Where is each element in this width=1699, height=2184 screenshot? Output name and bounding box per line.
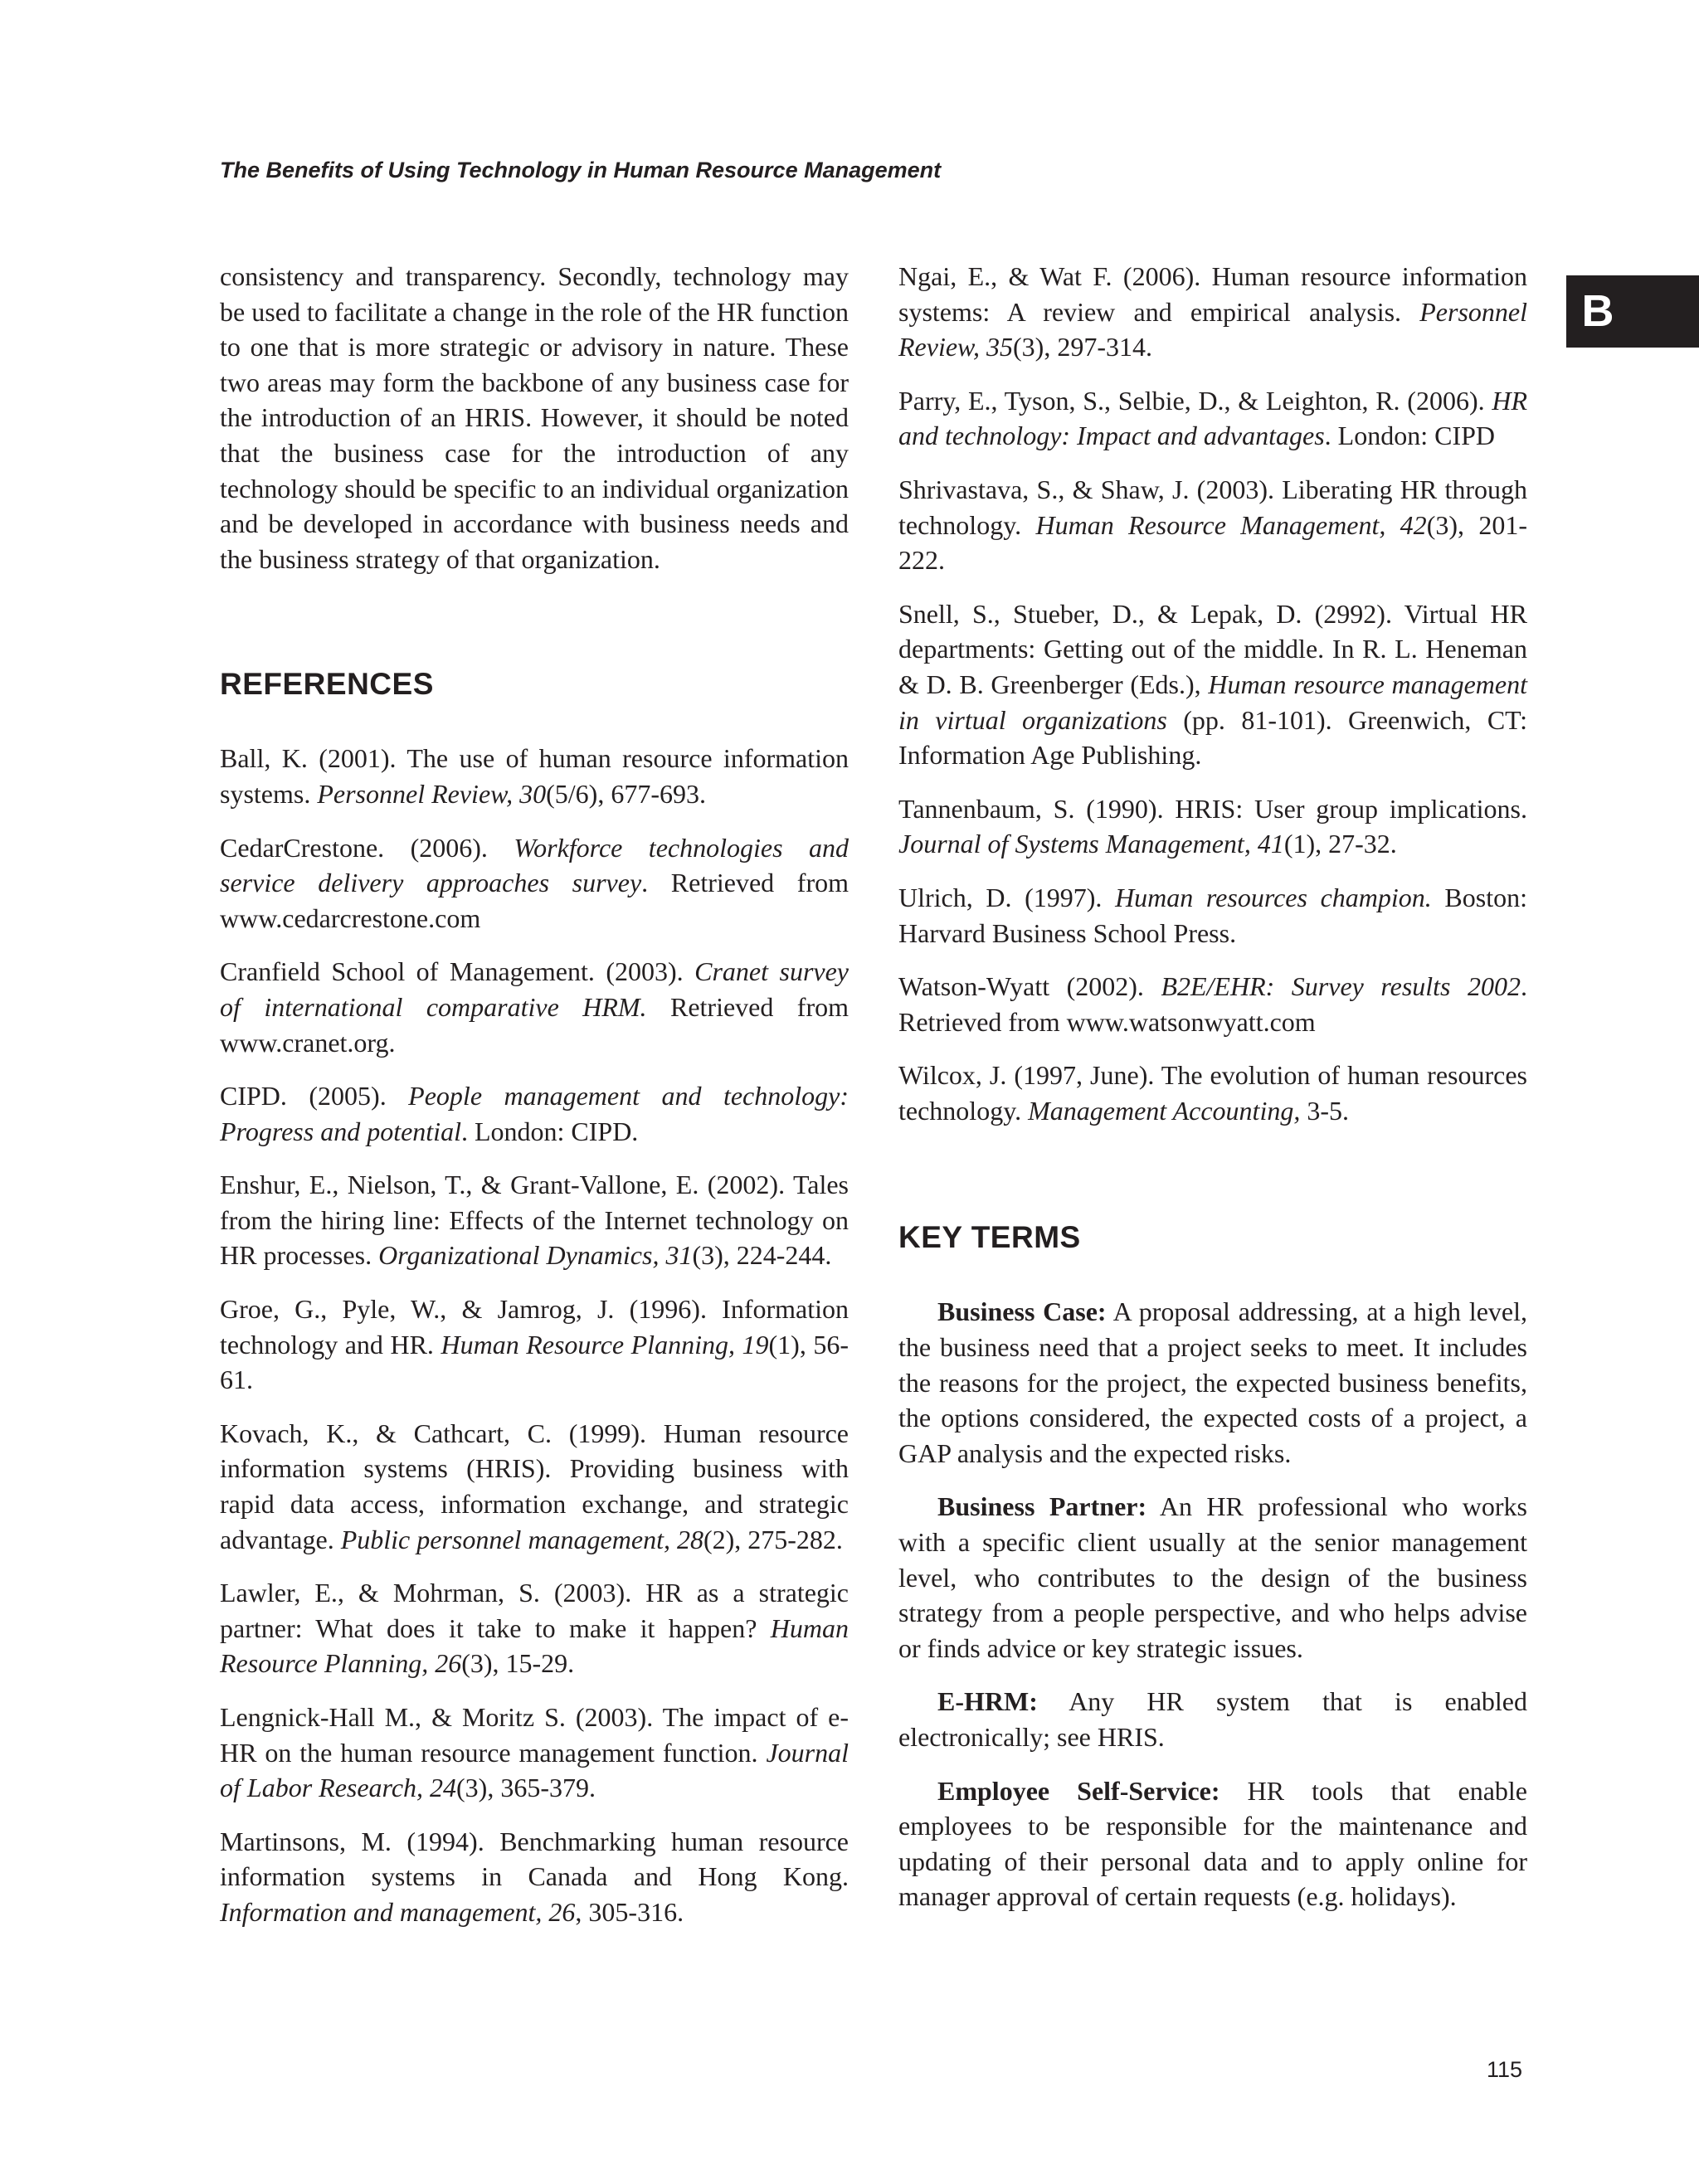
reference-text: Ulrich, D. (1997). xyxy=(898,882,1116,912)
reference-details: (1), 27-32. xyxy=(1283,829,1397,859)
reference-text: Snell, S., Stueber, D., & Lepak, D. (2992). Virtual HR departments: Getting out of the middle. In R. L. Heneman & D. B. Greenberger (Eds.), xyxy=(898,598,1527,699)
references-heading: REFERENCES xyxy=(220,667,434,702)
reference-details: Boston: Harvard Business School Press. xyxy=(898,882,1528,948)
running-head: The Benefits of Using Technology in Human Resource Management xyxy=(220,158,942,182)
reference-text: Shrivastava, S., & Shaw, J. (2003). Liberating HR through technology. xyxy=(898,474,1527,540)
key-terms-list xyxy=(898,1294,1527,1914)
reference-entry xyxy=(898,383,1527,454)
reference-entry xyxy=(898,596,1527,773)
key-term-entry xyxy=(898,1684,1527,1754)
reference-source: B2E/EHR: Survey results 2002 xyxy=(1161,971,1521,1002)
reference-source: Public personnel management, 28 xyxy=(340,1524,703,1554)
key-term-definition: Any HR system that is enabled electronically; see HRIS. xyxy=(898,1686,1527,1752)
reference-source: HR and technology: Impact and advantages xyxy=(898,385,1527,451)
key-term-definition: HR tools that enable employees to be responsible for the maintenance and updating of their personal data and to apply online for manager approval of certain requests (e.g. holidays). xyxy=(898,1775,1528,1912)
reference-text: Martinsons, M. (1994). Benchmarking human resource information systems in Canada and Hong Kong. xyxy=(220,1826,849,1892)
reference-source: Journal of Systems Management, 41 xyxy=(898,829,1284,859)
page-number: 115 xyxy=(1487,2057,1523,2082)
reference-entry xyxy=(220,1700,849,1806)
reference-entry xyxy=(898,472,1527,578)
reference-details: (5/6), 677-693. xyxy=(546,778,706,809)
reference-text: Kovach, K., & Cathcart, C. (1999). Human resource information systems (HRIS). Providing business with rapid data access, information exchange, and strategic advantage. xyxy=(220,1418,849,1554)
reference-entry xyxy=(220,954,849,1060)
reference-source: Personnel Review, 35 xyxy=(898,296,1527,362)
reference-details: 3-5. xyxy=(1300,1095,1349,1126)
reference-entry xyxy=(898,880,1527,951)
reference-details: (3), 15-29. xyxy=(461,1648,575,1679)
reference-details: (3), 224-244. xyxy=(692,1240,832,1271)
reference-entry xyxy=(898,1058,1527,1128)
key-term-entry xyxy=(898,1489,1527,1666)
reference-entry xyxy=(220,830,849,936)
reference-text: Wilcox, J. (1997, June). The evolution of human resources technology. xyxy=(898,1060,1527,1126)
reference-entry xyxy=(220,1078,849,1149)
reference-source: Organizational Dynamics, 31 xyxy=(378,1240,693,1271)
reference-entry xyxy=(220,1575,849,1681)
reference-details: . Retrieved from www.cedarcrestone.com xyxy=(220,868,850,933)
references-list-right xyxy=(898,259,1527,1128)
reference-source: Management Accounting, xyxy=(1028,1095,1301,1126)
reference-source: Human resource management in virtual organizations xyxy=(898,669,1527,735)
reference-text: Ngai, E., & Wat F. (2006). Human resource information systems: A review and empirical analysis. xyxy=(898,261,1527,327)
reference-source: People management and technology: Progress and potential xyxy=(220,1081,850,1146)
reference-source: Workforce technologies and service delivery approaches survey xyxy=(220,832,850,898)
reference-text: CIPD. (2005). xyxy=(220,1081,409,1111)
reference-source: Journal of Labor Research, 24 xyxy=(220,1737,849,1803)
reference-details: (3), 365-379. xyxy=(456,1773,596,1803)
reference-details: (pp. 81-101). Greenwich, CT: Information Age Publishing. xyxy=(898,704,1528,771)
key-terms-heading: KEY TERMS xyxy=(898,1220,1081,1255)
reference-source: Cranet survey of international comparative HRM. xyxy=(220,956,850,1022)
section-tab xyxy=(1566,275,1699,348)
key-term-name: Employee Self-Service: xyxy=(937,1775,1220,1806)
reference-entry xyxy=(220,1291,849,1398)
reference-text: CedarCrestone. (2006). xyxy=(220,832,514,863)
reference-details: . London: CIPD xyxy=(1324,421,1495,451)
reference-text: Ball, K. (2001). The use of human resource information systems. xyxy=(220,743,849,809)
reference-text: Lengnick-Hall M., & Moritz S. (2003). The impact of e-HR on the human resource management function. xyxy=(220,1702,849,1768)
reference-text: Groe, G., Pyle, W., & Jamrog, J. (1996). Information technology and HR. xyxy=(220,1294,849,1360)
reference-entry xyxy=(220,1167,849,1273)
intro-paragraph: consistency and transparency. Secondly, technology may be used to facilitate a change in the role of the HR function to one that is more strategic or advisory in nature. These two areas may form the backbone of any business case for the introduction of an HRIS. However, it should be noted that the business case for the introduction of any technology should be specific to an individual organization and be developed in accordance with business needs and the business strategy of that organization. xyxy=(220,261,849,574)
reference-entry xyxy=(898,969,1527,1039)
references-list-left xyxy=(220,741,849,1929)
key-term-entry xyxy=(898,1294,1527,1471)
key-term-name: E-HRM: xyxy=(937,1686,1038,1717)
key-term-entry xyxy=(898,1773,1527,1914)
reference-source: Human Resource Planning, 19 xyxy=(441,1329,769,1360)
key-term-definition: A proposal addressing, at a high level, the business need that a project seeks to meet. It includes the reasons for the project, the expected business benefits, the options considered, the expected costs of a project, a GAP analysis and the expected risks. xyxy=(898,1296,1528,1468)
key-term-name: Business Case: xyxy=(937,1296,1107,1327)
reference-source: Human Resource Planning, 26 xyxy=(220,1612,849,1679)
right-column xyxy=(898,259,1527,1933)
reference-source: Personnel Review, 30 xyxy=(317,778,547,809)
reference-entry xyxy=(898,259,1527,365)
reference-source: Human Resource Management, 42 xyxy=(1035,509,1427,540)
reference-entry xyxy=(220,1824,849,1930)
reference-details: (3), 201-222. xyxy=(898,509,1528,576)
reference-entry xyxy=(220,741,849,811)
reference-source: Human resources champion. xyxy=(1115,882,1432,912)
reference-details: (1), 56-61. xyxy=(220,1329,850,1395)
key-term-definition: An HR professional who works with a specific client usually at the senior management level, who contributes to the design of the business strategy from a people perspective, and who helps advise or finds advice or key strategic issues. xyxy=(898,1491,1527,1663)
reference-text: Enshur, E., Nielson, T., & Grant-Vallone, E. (2002). Tales from the hiring line: Effects of the Internet technology on HR processes. xyxy=(220,1170,849,1271)
reference-details: . Retrieved from www.watsonwyatt.com xyxy=(898,971,1528,1037)
reference-details: . London: CIPD. xyxy=(460,1116,639,1146)
reference-text: Lawler, E., & Mohrman, S. (2003). HR as a strategic partner: What does it take to make it happen? xyxy=(220,1578,849,1643)
reference-details: (2), 275-282. xyxy=(703,1524,843,1554)
left-column xyxy=(220,259,849,1948)
reference-entry xyxy=(898,791,1527,862)
reference-text: Cranfield School of Management. (2003). xyxy=(220,956,695,987)
reference-text: Parry, E., Tyson, S., Selbie, D., & Leighton, R. (2006). xyxy=(898,385,1492,416)
reference-details: (3), 297-314. xyxy=(1013,332,1152,362)
reference-source: Information and management, 26 xyxy=(220,1896,576,1927)
section-tab-letter: B xyxy=(1581,286,1614,336)
reference-details: , 305-316. xyxy=(575,1896,684,1927)
reference-details: Retrieved from www.cranet.org. xyxy=(220,991,850,1058)
reference-text: Tannenbaum, S. (1990). HRIS: User group implications. xyxy=(898,793,1527,824)
reference-text: Watson-Wyatt (2002). xyxy=(898,971,1161,1002)
reference-entry xyxy=(220,1416,849,1557)
key-term-name: Business Partner: xyxy=(937,1491,1147,1522)
